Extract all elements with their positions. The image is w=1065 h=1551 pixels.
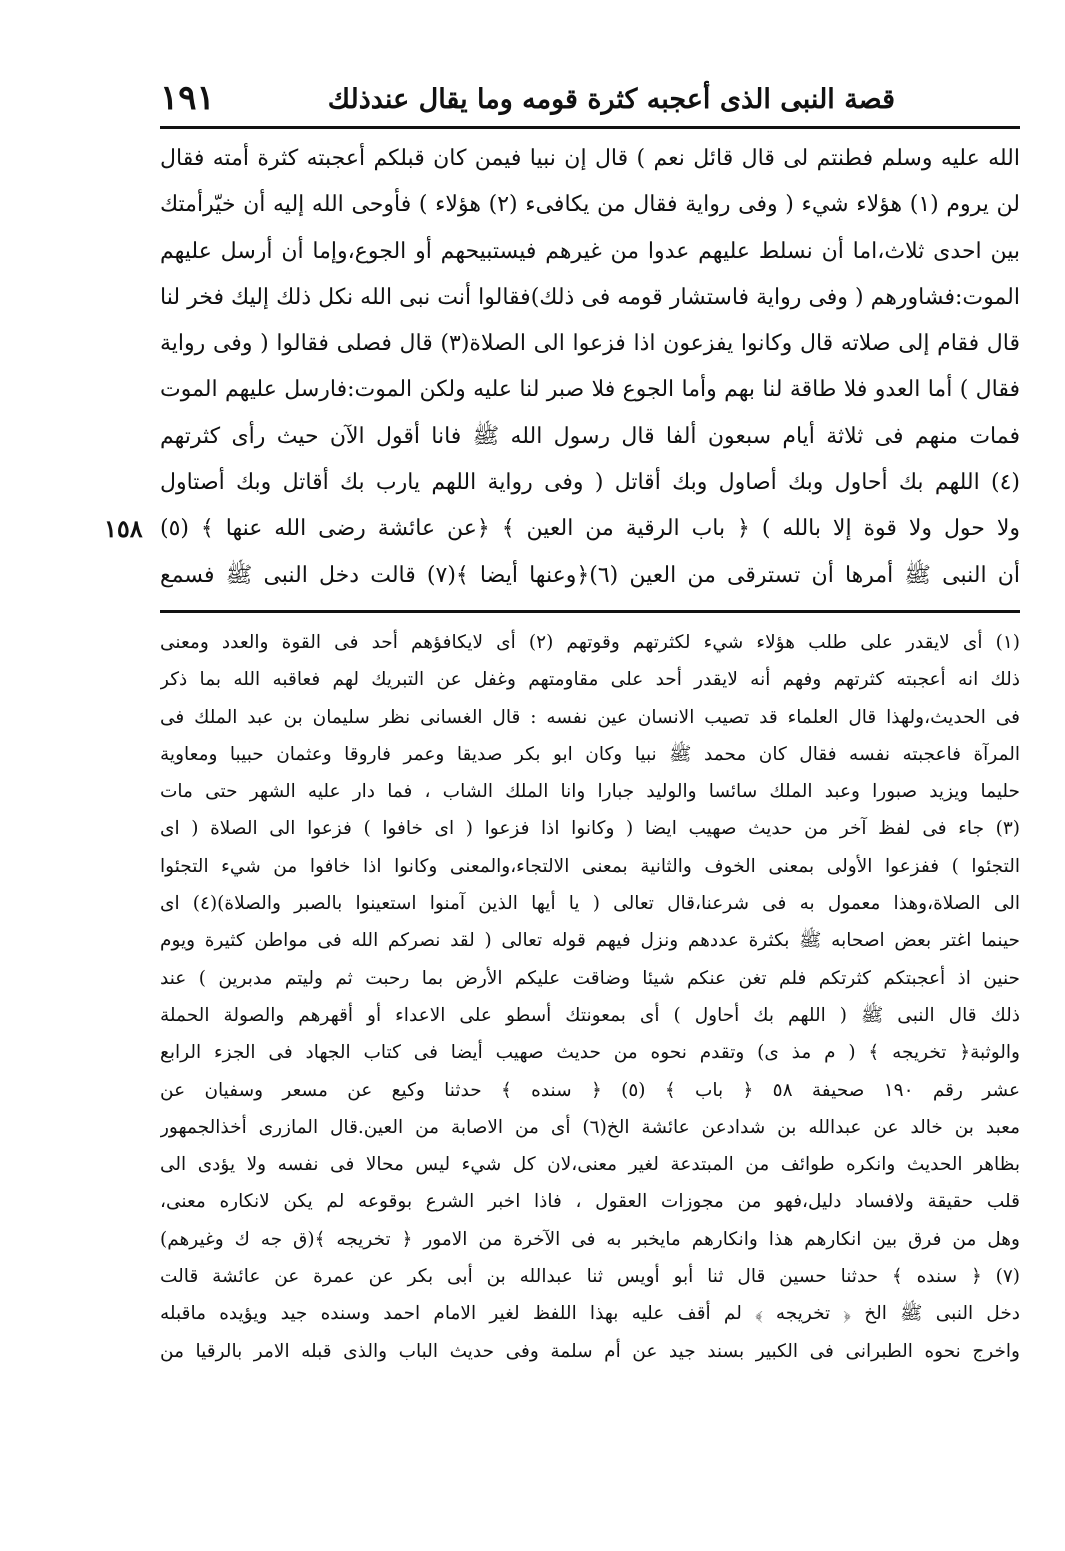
running-header: [160, 78, 1015, 124]
main-text: [160, 136, 1020, 599]
main-line: بين احدى ثلاث،اما أن نسلط عليهم عدوا من غيرهم فيستبيحهم أو الجوع،وإما أن أرسل عليهم: [160, 238, 1020, 264]
page-number: ١٩١: [160, 78, 215, 118]
margin-hadith-number: ١٥٨: [104, 514, 143, 543]
footnotes: [160, 624, 1020, 1370]
footnote-line: معبد بن خالد عن عبدالله بن شدادعن عائشة الخ(٦) أى من الاصابة من العين.قال المازرى أخذالجمهور: [160, 1116, 1020, 1138]
footnote-line: قلب حقيقة ولافساد دليل،فهو من مجوزات العقول ، فاذا اخبر الشرع بوقوعه لم يكن لانكاره معنى،: [160, 1191, 1020, 1213]
footnote-line: حينما اغتر بعض اصحابه ﷺ بكثرة عددهم ونزل فيهم قوله تعالى ( لقد نصركم الله فى مواطن كثيرة ويوم: [160, 930, 1020, 952]
main-line: أن النبى ﷺ أمرها أن تسترقى من العين (٦)﴿وعنها أيضا ﴾(٧) قالت دخل النبى ﷺ فسمع: [160, 562, 1020, 588]
footnote-line: حليما ويزيد صبورا وعبد الملك سائسا والوليد جبارا وانا الملك الشاب ، فما دار عليه الشهر حتى مات: [160, 781, 1020, 803]
main-line: (٤) اللهم بك أحاول وبك أصاول وبك أقاتل ( وفى رواية اللهم يارب بك أقاتل وبك أصتاول: [160, 470, 1020, 496]
footnote-line: ذلك انه أعجبته كثرتهم وفهم أنه لايقدر أحد على مقاومتهم وغفل عن التبريك لهم فعاقبه الله بما ذكر: [160, 669, 1020, 691]
footnote-line: الى الصلاة،وهذا معمول به فى شرعنا،قال تعالى ( يا أيها الذين آمنوا استعينوا بالصبر والصلاة)(٤) اى: [160, 893, 1020, 915]
main-line: ولا حول ولا قوة إلا بالله ) ﴿ باب الرقية من العين ﴾ ﴿عن عائشة رضى الله عنها ﴾ (٥): [160, 516, 1020, 542]
footnote-line: واخرج نحوه الطبرانى فى الكبير بسند جيد عن أم سلمة وفى حديث الباب والذى قبله الامر بالرقيا من: [160, 1340, 1020, 1362]
footnote-line: والوثبة﴿ تخريجه ﴾ ( م مذ ى) وتقدم نحوه من حديث صهيب أيضا فى كتاب الجهاد فى الجزء الرابع: [160, 1042, 1020, 1064]
footnote-line: (١) أى لايقدر على طلب هؤلاء شيء لكثرتهم وقوتهم (٢) أى لايكافؤهم أحد فى القوة والعدد ومعنى: [160, 632, 1020, 653]
main-line: قال فقام إلى صلاته قال وكانوا يفزعون اذا فزعوا الى الصلاة(٣) قال فصلى فقالوا ( وفى رواية: [160, 331, 1020, 357]
footnote-line: دخل النبى ﷺ الخ ﴿ تخريجه ﴾ لم أقف عليه بهذا اللفظ لغير الامام احمد وسنده جيد ويؤيده ماقبله: [160, 1303, 1020, 1325]
main-line: الموت:فشاورهم ( وفى رواية فاستشار قومه فى ذلك)فقالوا أنت نبى الله نكل ذلك إليك فخر لنا: [160, 284, 1020, 310]
footnote-line: حنين اذ أعجبتكم كثرتكم فلم تغن عنكم شيئا وضاقت عليكم الأرض بما رحبت ثم وليتم مدبرين ) عند: [160, 967, 1020, 989]
footnote-line: (٣) جاء فى لفظ آخر من حديث صهيب ايضا ( وكانوا اذا فزعوا ( اى خافوا ) فزعوا الى الصلاة ( اى: [160, 818, 1020, 840]
header-divider: [160, 126, 1020, 129]
footnote-line: وهل من فرق بين انكارهم هذا وانكارهم مايخبر به فى الآخرة من الامور ﴿ تخريجه ﴾(ق جه ك وغيرهم): [160, 1228, 1020, 1250]
main-line: لن يروم (١) هؤلاء شيء ( وفى رواية فقال من يكافىء (٢) هؤلاء ) فأوحى الله إليه أن خيّرأمتك: [160, 192, 1020, 218]
main-line: الله عليه وسلم فطنتم لى قال قائل نعم ) قال إن نبيا فيمن كان قبلكم أعجبته كثرة أمته فقال: [160, 146, 1020, 171]
main-line: فمات منهم فى ثلاثة أيام سبعون ألفا قال رسول الله ﷺ فانا أقول الآن حيث رأى كثرتهم: [160, 423, 1020, 449]
footnote-line: بظاهر الحديث وانكره طوائف من المبتدعة لغير معنى،لان كل شيء ليس محالا فى نفسه ولا يؤدى الى: [160, 1154, 1020, 1176]
page-title: قصة النبى الذى أعجبه كثرة قومه وما يقال عندذلك: [327, 84, 895, 115]
footnote-line: التجئوا ) ففزعوا الأولى بمعنى الخوف والثانية بمعنى الالتجاء،والمعنى وكانوا اذا خافوا من شيء التجئوا: [160, 855, 1020, 877]
footnote-line: عشر رقم ١٩٠ صحيفة ٥٨ ﴿ باب ﴾ (٥) ﴿ سنده ﴾ حدثنا وكيع عن مسعر وسفيان عن: [160, 1079, 1020, 1101]
footnote-line: فى الحديث،ولهذا قال العلماء قد تصيب الانسان عين نفسه : قال الغسانى نظر سليمان بن عبد الملك فى: [160, 706, 1020, 728]
footnote-line: ذلك قال النبى ﷺ ( اللهم بك أحاول ) أى بمعونتك أسطو على الاعداء أو أقهرهم والصولة الحملة: [160, 1004, 1020, 1026]
main-line: فقال ) أما العدو فلا طاقة لنا بهم وأما الجوع فلا صبر لنا عليه ولكن الموت:فارسل عليهم الموت: [160, 377, 1020, 403]
footnote-line: (٧) ﴿ سنده ﴾ حدثنا حسين قال ثنا أبو أويس ثنا عبدالله بن أبى بكر عن عمرة عن عائشة قالت: [160, 1266, 1020, 1288]
footnote-divider: [160, 610, 1020, 613]
footnote-line: المرآة فاعجبته نفسه فقال كان محمد ﷺ نبيا وكان ابو بكر صديقا وعمر فاروقا وعثمان حبيبا ومعاوية: [160, 743, 1020, 765]
